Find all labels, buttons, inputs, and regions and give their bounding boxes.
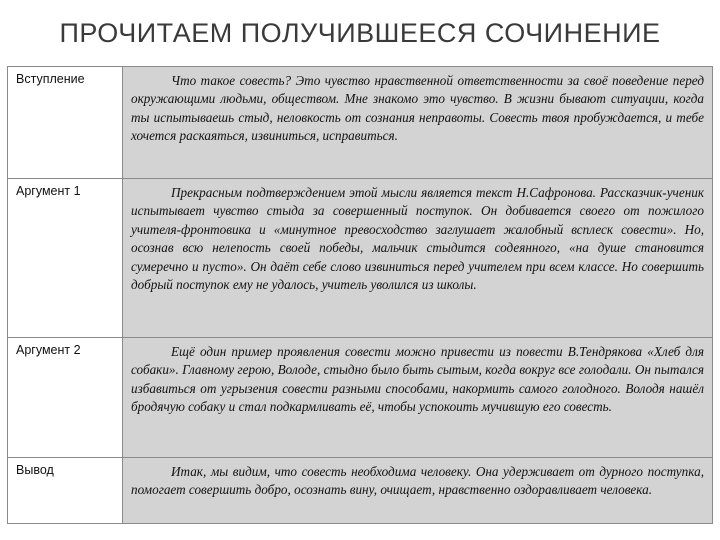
row-text xyxy=(123,179,713,338)
row-text-content: Что такое совесть? Это чувство нравственной ответственности за своё поведение перед окружающими людьми, обществом. Мне знакомо это чувство. В жизни бывают ситуации, когда ты испытываешь стыд, неловкость от сознания неправоты. Совесть твоя пробуждается, и тебе хочется раскаяться, извиниться, исправиться. xyxy=(131,73,704,144)
table-row-conclusion xyxy=(8,458,713,524)
row-text-content: Итак, мы видим, что совесть необходима человеку. Она удерживает от дурного поступка, помогает совершить добро, осознать вину, очищает, нравственно оздоравливает человека. xyxy=(131,464,704,498)
row-label: Аргумент 1 xyxy=(8,179,123,338)
row-text-content: Прекрасным подтверждением этой мысли является текст Н.Сафронова. Рассказчик-ученик испытывает чувство стыда за совершенный поступок. Он добивается своего от пожилого учителя-фронтовика и «минутное превосходство заглушает жалобный всплеск совести». Но, осознав всю нелепость своей победы, мальчик стыдится содеянного, «на душе становится сумеречно и пусто». Он даёт себе слово извиниться перед учителем при всем классе. Но совершить добрый поступок ему не удалось, учитель уволился из школы. xyxy=(131,185,704,293)
row-label: Вывод xyxy=(8,458,123,524)
table-row-argument-1 xyxy=(8,179,713,338)
row-label: Вступление xyxy=(8,67,123,179)
table-row-argument-2 xyxy=(8,338,713,458)
row-label: Аргумент 2 xyxy=(8,338,123,458)
essay-table xyxy=(7,66,713,524)
row-text xyxy=(123,338,713,458)
table-row-introduction xyxy=(8,67,713,179)
row-text-content: Ещё один пример проявления совести можно привести из повести В.Тендрякова «Хлеб для собаки». Главному герою, Володе, стыдно было быть сытым, когда вокруг все голодали. Он пытался избавиться от угрызения совести разными способами, накормить самого голодного. Володя нашёл бродячую собаку и стал подкармливать её, чтобы успокоить мучившую его совесть. xyxy=(131,344,704,415)
row-text xyxy=(123,458,713,524)
page-title: ПРОЧИТАЕМ ПОЛУЧИВШЕЕСЯ СОЧИНЕНИЕ xyxy=(59,18,661,48)
row-text xyxy=(123,67,713,179)
